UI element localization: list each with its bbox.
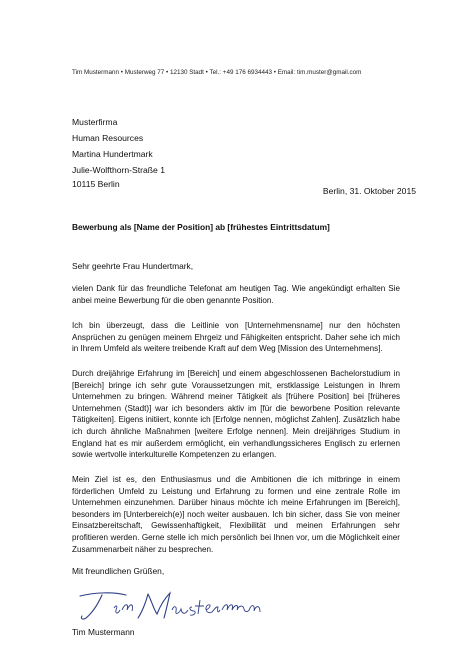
signature-name: Tim Mustermann [72, 627, 135, 637]
paragraph-2: Ich bin überzeugt, dass die Leitlinie von [Unternehmensname] nur den höchsten Ansprüchen zu genügen meinem Ehrgeiz und Fähigkeiten entspricht. Daher sehe ich mich in Ihrem Umfeld als weitere treibende Kraft auf dem Weg [Mission des Unternehmens]. [72, 321, 400, 354]
handwritten-signature [74, 588, 264, 622]
paragraph-3: Durch dreijährige Erfahrung im [Bereich] und einem abgeschlossenen Bachelorstudium in [Bereich] bringe ich sehr gute Voraussetzungen mit, erstklassige Leistungen in Ihrem Unternehmen zu bringen. Während meiner Tätigkeit als [frühere Position] bei [früheres Unternehmen (Stadt)] war ich besonders aktiv im [für die beworbene Position relevante Tätigkeiten]. Eigens initiiert, konnte ich [Erfolge nennen, möglichst Zahlen]. Zusätzlich habe ich durch ähnliche Maßnahmen [weitere Erfolge nennen]. Mein dreijähriges Studium in England hat es mir außerdem ermöglicht, ein verhandlungssicheres Englisch zu erlernen sowie wertvolle interkulturelle Kompetenzen zu erlangen. [72, 369, 400, 460]
recipient-contact: Martina Hundertmark [72, 149, 153, 159]
paragraph-1: vielen Dank für das freundliche Telefonat am heutigen Tag. Wie angekündigt erhalten Sie anbei meine Bewerbung für die oben genannte Position. [72, 284, 400, 305]
recipient-city: 10115 Berlin [72, 179, 120, 189]
recipient-company: Musterfirma [72, 117, 118, 127]
sender-line: Tim Mustermann • Musterweg 77 • 12130 Stadt • Tel.: +49 176 6934443 • Email: tim.muster@gmail.com [72, 69, 362, 76]
closing: Mit freundlichen Grüßen, [72, 566, 165, 576]
salutation: Sehr geehrte Frau Hundertmark, [72, 261, 194, 271]
letter-subject: Bewerbung als [Name der Position] ab [frühestes Eintrittsdatum] [72, 222, 330, 232]
paragraph-4: Mein Ziel ist es, den Enthusiasmus und die Ambitionen die ich mitbringe in einem förderlichen Umfeld zu Leistung und Erfahrung zu formen und eine zentrale Rolle im Unternehmen einzunehmen. Darüber hinaus möchte ich meine Erfahrungen im [Bereich], besonders im [Unterbereich(e)] noch weiter ausbauen. Ich bin sicher, dass Sie von meiner Einsatzbereitschaft, Gewissenhaftigkeit, Flexibilität und meinen Erfahrungen sehr profitieren werden. Gerne stelle ich mich persönlich bei Ihnen vor, um die Möglichkeit einer Zusammenarbeit näher zu besprechen. [72, 475, 400, 554]
letter-date: Berlin, 31. Oktober 2015 [322, 186, 416, 196]
recipient-street: Julie-Wolfthorn-Straße 1 [72, 165, 165, 175]
recipient-department: Human Resources [72, 133, 144, 143]
